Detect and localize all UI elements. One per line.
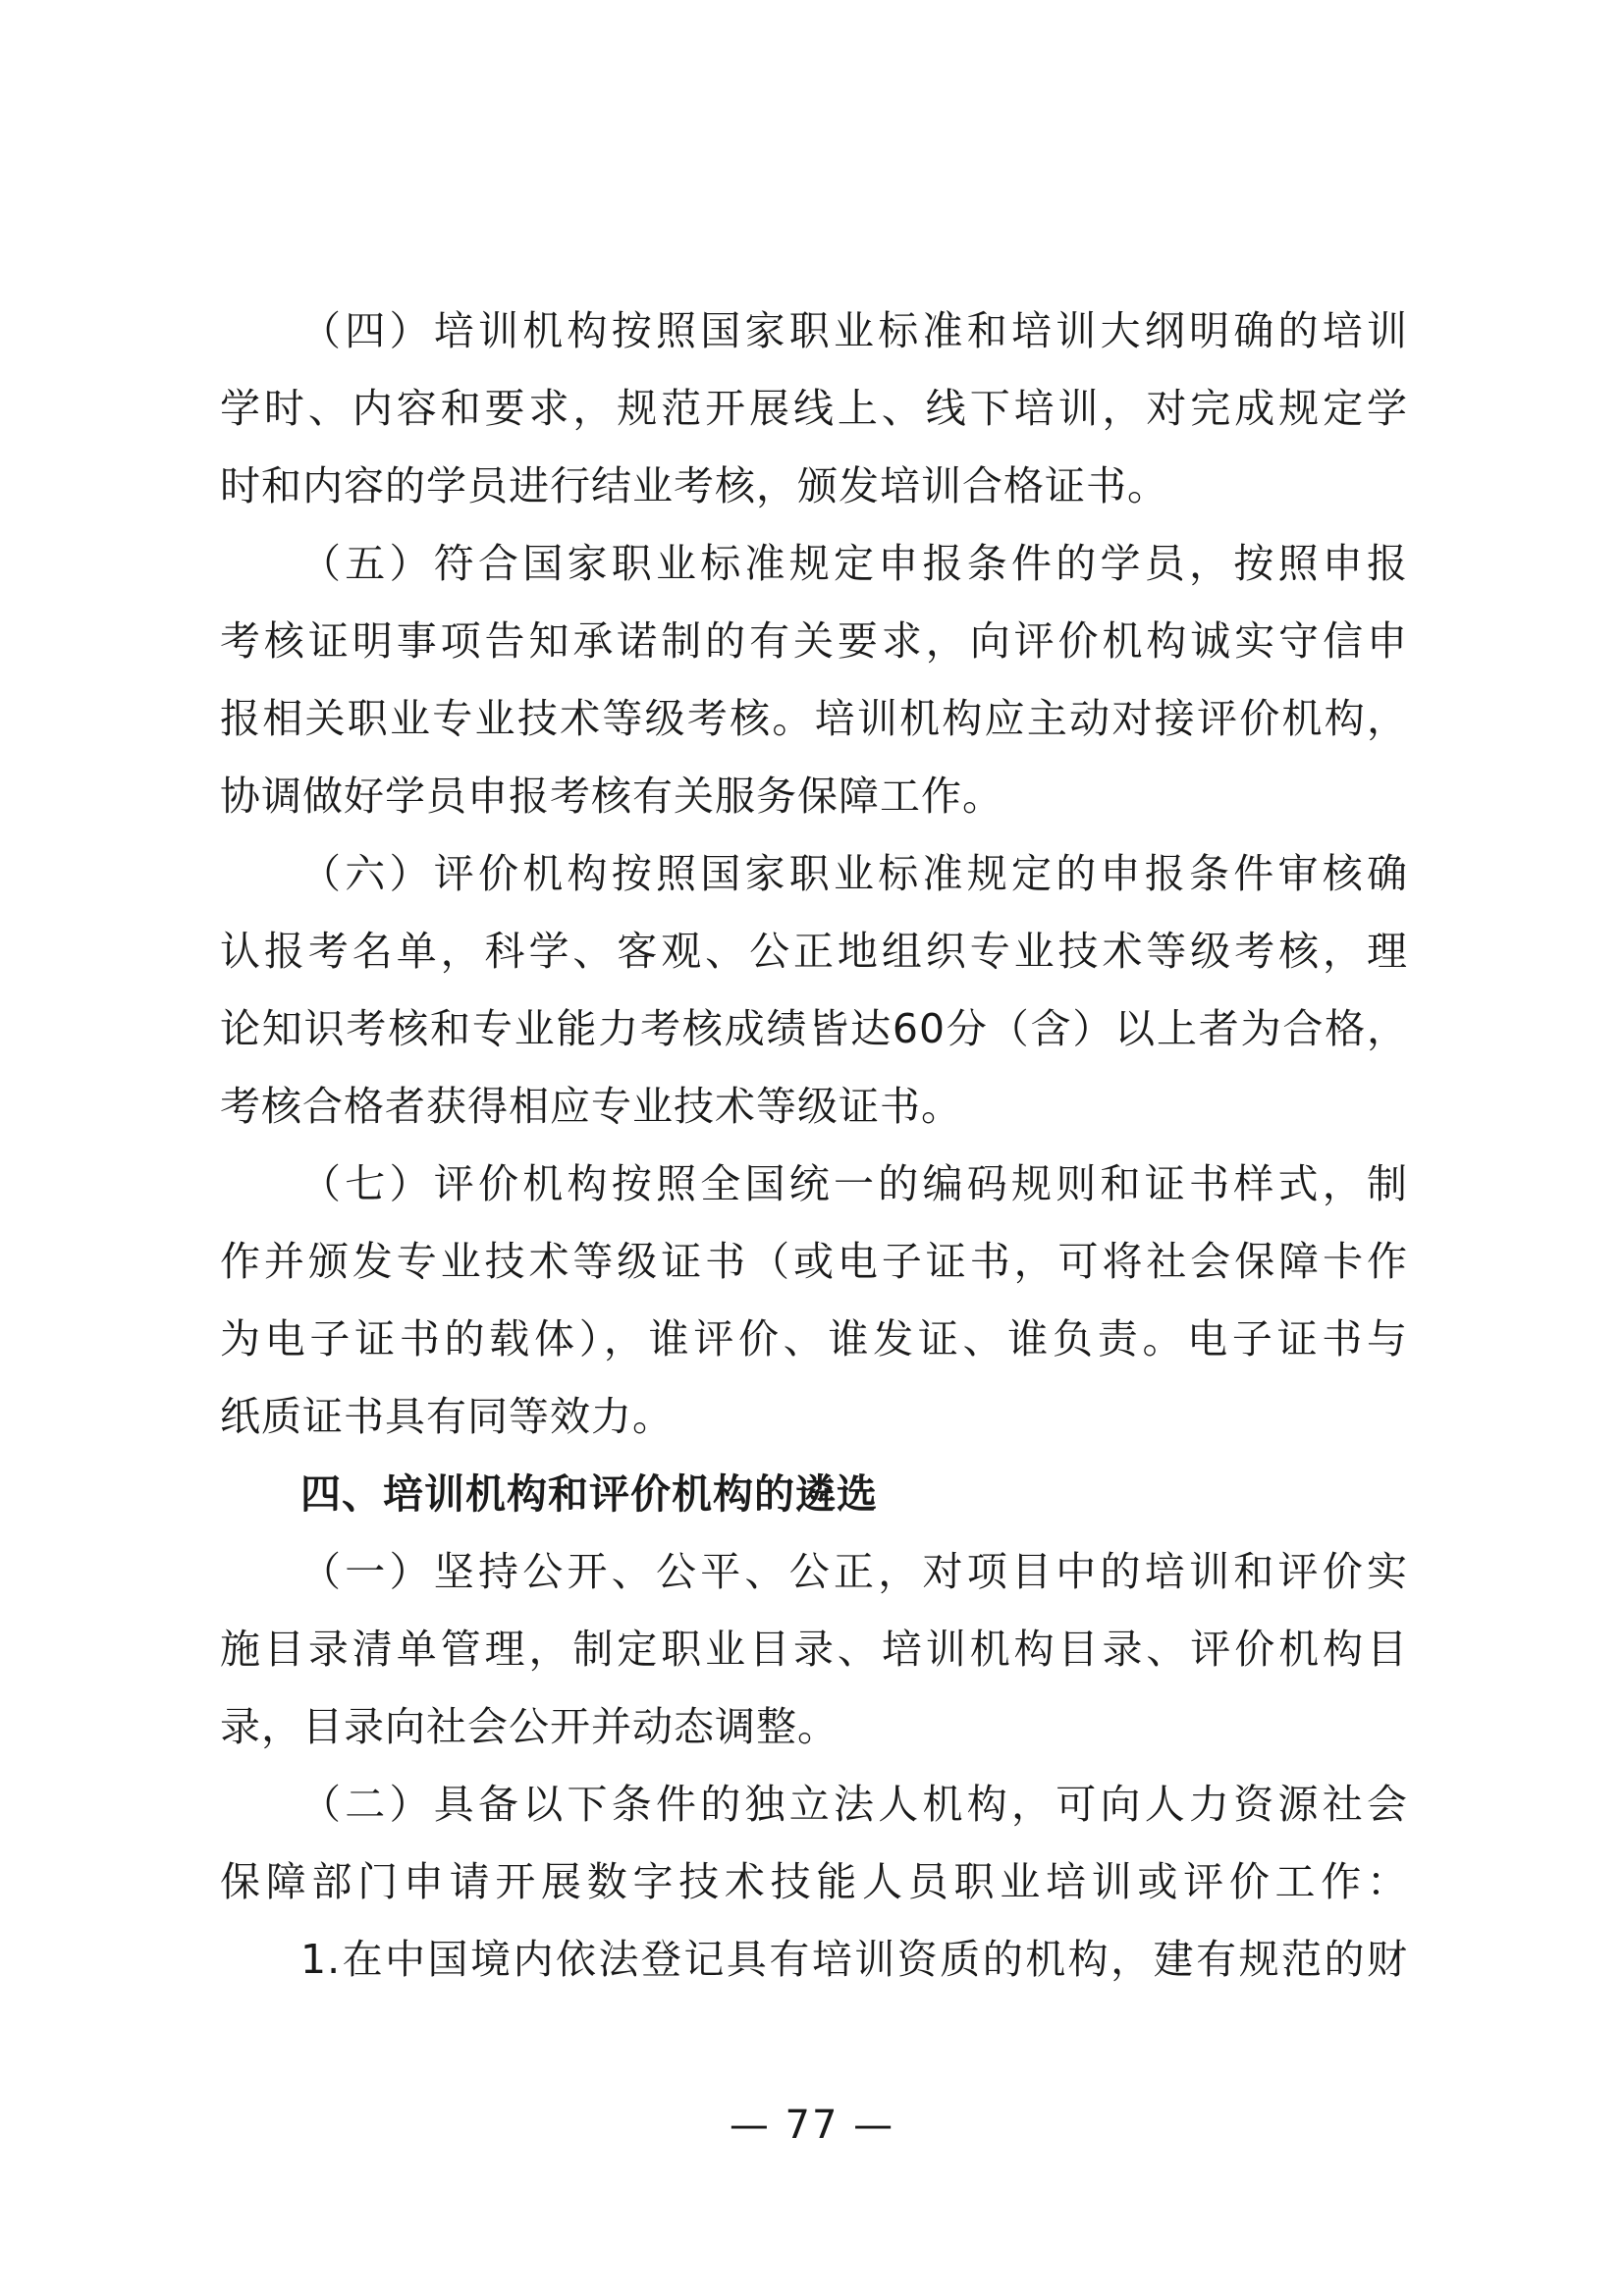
paragraph-s2-line-2: 保障部门申请开展数字技术技能人员职业培训或评价工作： [220, 1858, 1408, 1905]
paragraph-6-line-1: （六）评价机构按照国家职业标准规定的申报条件审核确 [300, 850, 1408, 897]
paragraph-s2-line-1: （二）具备以下条件的独立法人机构，可向人力资源社会 [300, 1781, 1408, 1828]
paragraph-s1-line-3: 录，目录向社会公开并动态调整。 [220, 1703, 839, 1750]
section-heading: 四、培训机构和评价机构的遴选 [300, 1470, 878, 1518]
paragraph-7-line-4: 纸质证书具有同等效力。 [220, 1393, 674, 1440]
paragraph-5-line-3: 报相关职业专业技术等级考核。培训机构应主动对接评价机构， [220, 695, 1408, 742]
paragraph-5-line-2: 考核证明事项告知承诺制的有关要求，向评价机构诚实守信申 [220, 617, 1408, 665]
paragraph-6-line-3: 论知识考核和专业能力考核成绩皆达60分（含）以上者为合格， [220, 1005, 1408, 1052]
paragraph-6-line-4: 考核合格者获得相应专业技术等级证书。 [220, 1083, 962, 1130]
paragraph-7-line-3: 为电子证书的载体），谁评价、谁发证、谁负责。电子证书与 [220, 1315, 1408, 1362]
paragraph-s3-line-1: 1.在中国境内依法登记具有培训资质的机构，建有规范的财 [300, 1936, 1408, 1983]
paragraph-7-line-2: 作并颁发专业技术等级证书（或电子证书，可将社会保障卡作 [220, 1238, 1408, 1285]
document-body [220, 293, 1408, 1999]
paragraph-4-line-1: （四）培训机构按照国家职业标准和培训大纲明确的培训 [300, 307, 1408, 354]
paragraph-5-line-4: 协调做好学员申报考核有关服务保障工作。 [220, 773, 1003, 820]
paragraph-6-line-2: 认报考名单，科学、客观、公正地组织专业技术等级考核，理 [220, 928, 1408, 975]
paragraph-s1-line-1: （一）坚持公开、公平、公正，对项目中的培训和评价实 [300, 1548, 1408, 1595]
page-number: — 77 — [729, 2103, 895, 2148]
paragraph-s1-line-2: 施目录清单管理，制定职业目录、培训机构目录、评价机构目 [220, 1626, 1408, 1673]
paragraph-5-line-1: （五）符合国家职业标准规定申报条件的学员，按照申报 [300, 540, 1408, 587]
paragraph-7-line-1: （七）评价机构按照全国统一的编码规则和证书样式，制 [300, 1160, 1408, 1207]
paragraph-4-line-3: 时和内容的学员进行结业考核，颁发培训合格证书。 [220, 462, 1168, 509]
paragraph-4-line-2: 学时、内容和要求，规范开展线上、线下培训，对完成规定学 [220, 385, 1408, 432]
